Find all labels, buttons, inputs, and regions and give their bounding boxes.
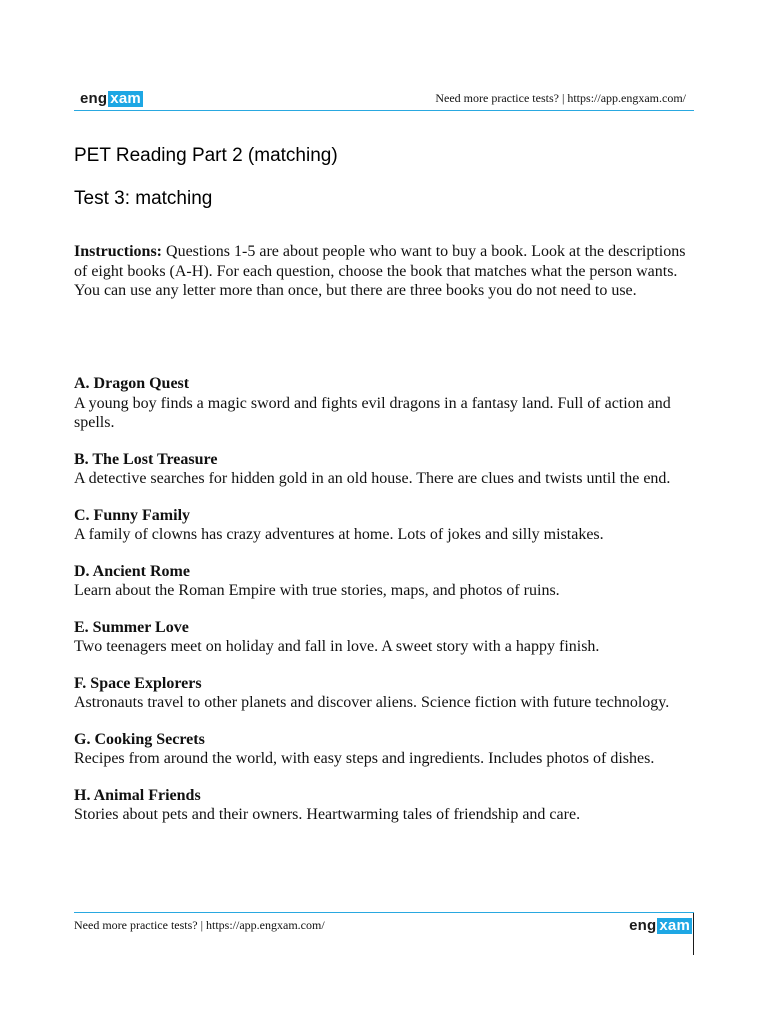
book-description: Learn about the Roman Empire with true stories, maps, and photos of ruins.	[74, 582, 560, 599]
book-item-h	[74, 786, 699, 825]
book-item-f	[74, 674, 699, 713]
instructions-label: Instructions:	[74, 243, 163, 260]
book-title: A. Dragon Quest	[74, 375, 190, 392]
logo-eng-text: eng	[629, 917, 657, 934]
book-title: E. Summer Love	[74, 618, 189, 636]
book-description: Astronauts travel to other planets and discover aliens. Science fiction with future technology.	[74, 694, 670, 711]
logo-xam-badge: xam	[659, 916, 690, 934]
page-footer	[74, 912, 694, 935]
book-item-e	[74, 618, 699, 657]
book-title: F. Space Explorers	[74, 674, 202, 692]
engxam-logo[interactable]	[629, 917, 692, 934]
book-title: B. The Lost Treasure	[74, 450, 218, 468]
footer-practice-link[interactable]: Need more practice tests? | https://app.engxam.com/	[74, 918, 325, 932]
book-description: A young boy finds a magic sword and fights evil dragons in a fantasy land. Full of action and spells.	[74, 394, 671, 431]
book-description: Stories about pets and their owners. Heartwarming tales of friendship and care.	[74, 806, 581, 823]
book-title: C. Funny Family	[74, 506, 191, 524]
test-subtitle: Test 3: matching	[74, 188, 213, 209]
book-item-c	[74, 506, 699, 545]
footer-divider-line	[693, 913, 694, 955]
logo-eng-text: eng	[80, 90, 108, 107]
book-item-a	[74, 374, 699, 433]
book-title: G. Cooking Secrets	[74, 730, 205, 748]
book-title: D. Ancient Rome	[74, 562, 190, 580]
book-description: Two teenagers meet on holiday and fall in love. A sweet story with a happy finish.	[74, 638, 600, 655]
book-description: A detective searches for hidden gold in an old house. There are clues and twists until the end.	[74, 470, 671, 487]
logo-xam-badge: xam	[110, 89, 141, 107]
book-description: Recipes from around the world, with easy steps and ingredients. Includes photos of dishes.	[74, 750, 655, 767]
engxam-logo[interactable]	[80, 90, 143, 107]
instructions-text: Questions 1-5 are about people who want to buy a book. Look at the descriptions of eight books (A-H). For each question, choose the book that matches what the person wants. You can use any letter more than once, but there are three books you do not need to use.	[74, 243, 686, 299]
book-list	[74, 374, 699, 842]
instructions-paragraph	[74, 242, 694, 301]
book-title: H. Animal Friends	[74, 786, 201, 804]
book-description: A family of clowns has crazy adventures at home. Lots of jokes and silly mistakes.	[74, 526, 604, 543]
page-title: PET Reading Part 2 (matching)	[74, 145, 338, 166]
book-item-d	[74, 562, 699, 601]
header-practice-link[interactable]: Need more practice tests? | https://app.engxam.com/	[435, 91, 686, 105]
page-header	[74, 86, 694, 111]
book-item-b	[74, 450, 699, 489]
book-item-g	[74, 730, 699, 769]
